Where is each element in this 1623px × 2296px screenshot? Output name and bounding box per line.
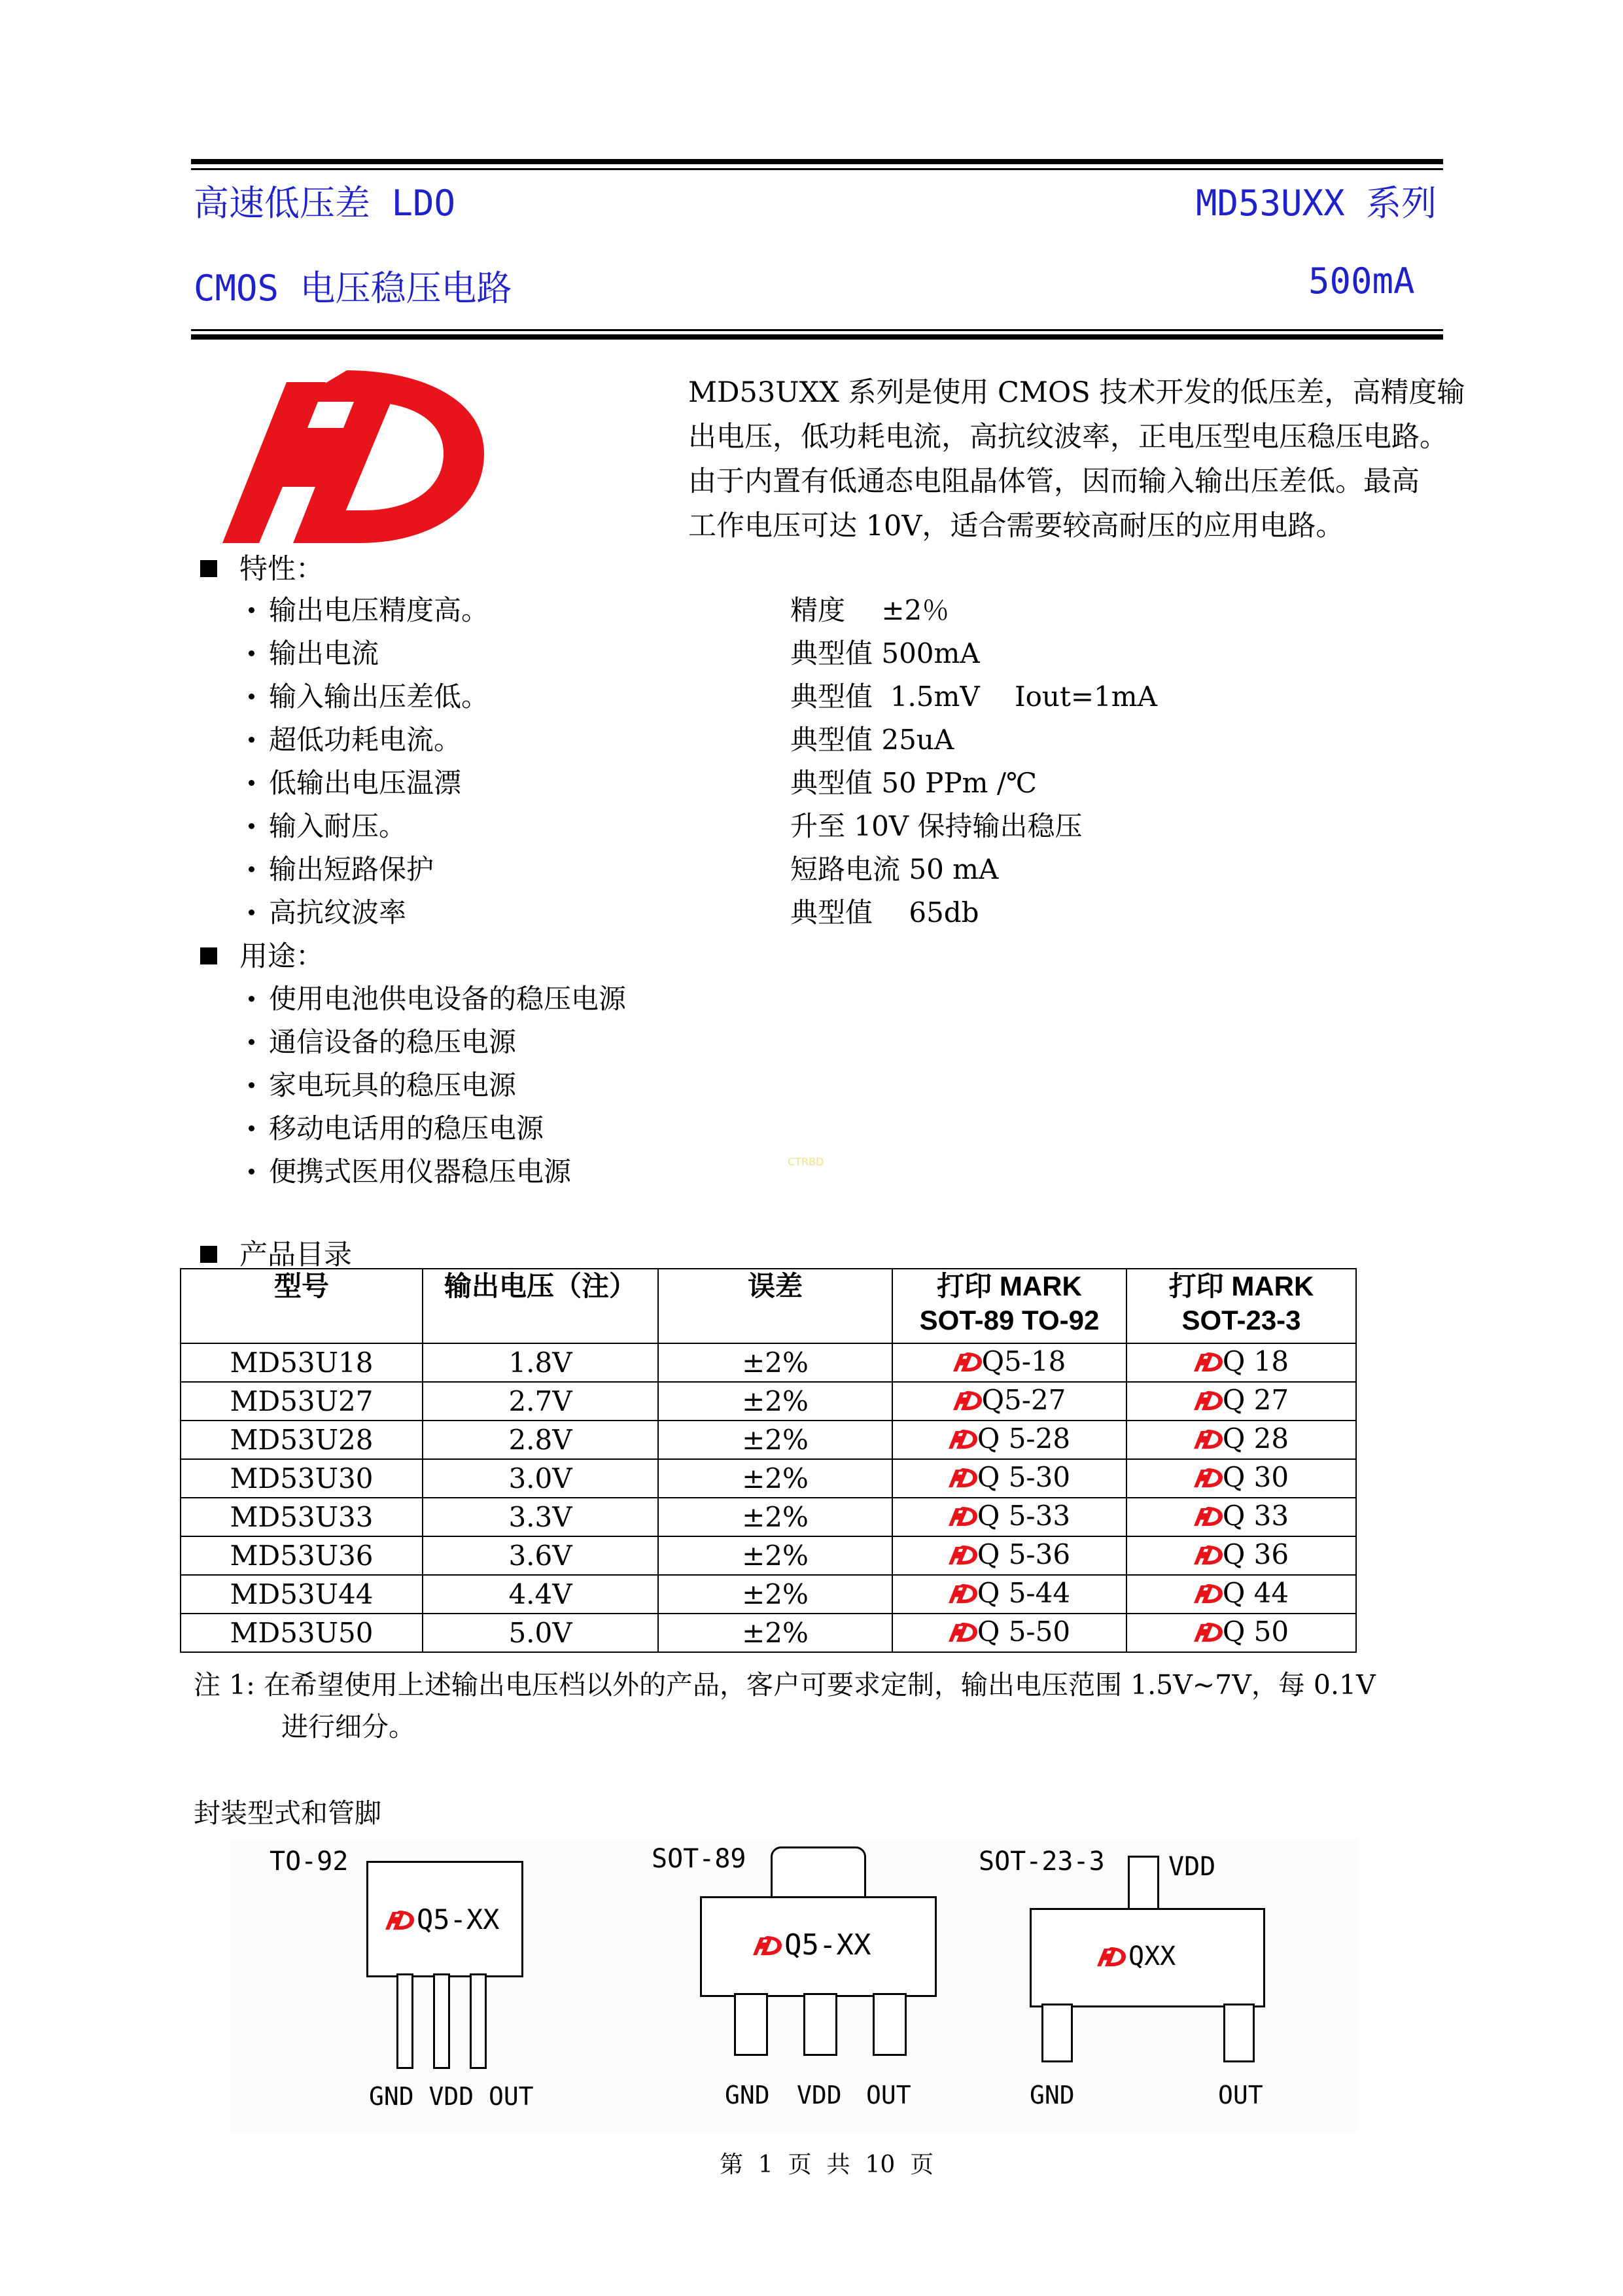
sot89-pin-label: VDD	[797, 2081, 842, 2110]
table-cell	[892, 1382, 1126, 1421]
feature-label: 输入输出压差低。	[249, 675, 489, 715]
table-cell: MD53U18	[181, 1343, 423, 1382]
mark-text: Q 30	[1222, 1460, 1289, 1493]
catalog-heading: 产品目录	[200, 1233, 352, 1273]
sot23-pin-top	[1128, 1856, 1159, 1913]
bullet-dot-icon	[249, 1125, 254, 1131]
bullet-square-icon	[200, 560, 217, 577]
column-header: 输出电压（注）	[423, 1269, 658, 1343]
table-cell: 2.7V	[423, 1382, 658, 1421]
feature-label: 输入耐压。	[249, 805, 406, 844]
sot23-pin-label: GND	[1030, 2081, 1075, 2110]
logo-icon	[1194, 1466, 1223, 1489]
note-line-2: 进行细分。	[281, 1711, 415, 1742]
mark-text: Q 50	[1222, 1615, 1289, 1648]
table-cell: 5.0V	[423, 1614, 658, 1652]
bullet-dot-icon	[249, 780, 254, 786]
to92-pin	[433, 1973, 450, 2069]
logo-icon	[949, 1543, 977, 1566]
table-cell	[1126, 1614, 1356, 1652]
bullet-dot-icon	[249, 694, 254, 699]
feature-value: 典型值 25uA	[790, 724, 954, 756]
sot89-pin-label: GND	[725, 2081, 770, 2110]
mark-text: Q 27	[1222, 1383, 1289, 1416]
bullet-dot-icon	[249, 1039, 254, 1045]
to92-body	[366, 1861, 523, 1977]
application-item: 通信设备的稳压电源	[249, 1021, 516, 1060]
sot23-pin	[1041, 2004, 1073, 2062]
logo-icon	[1194, 1504, 1223, 1528]
table-cell: ±2%	[658, 1614, 892, 1652]
header-subtitle-right: 500mA	[1308, 260, 1415, 302]
feature-label: 输出电流	[249, 632, 379, 671]
mark-text: Q 5-50	[977, 1615, 1071, 1648]
bullet-dot-icon	[249, 996, 254, 1002]
column-header: 误差	[658, 1269, 892, 1343]
feature-value: 短路电流 50 mA	[790, 853, 999, 885]
feature-value: 精度 ±2％	[790, 594, 950, 626]
to92-mark: Q5-XX	[417, 1903, 500, 1935]
logo-icon	[949, 1427, 977, 1451]
mark-text: Q 5-28	[977, 1422, 1071, 1455]
sot23-body	[1030, 1908, 1265, 2007]
mark-text: Q 44	[1222, 1576, 1289, 1609]
table-cell	[1126, 1536, 1356, 1575]
features-heading: 特性：	[200, 547, 324, 587]
mark-text: Q5-18	[981, 1345, 1066, 1377]
table-header-row	[181, 1269, 1356, 1343]
table-cell	[1126, 1498, 1356, 1536]
watermark: CTRBD	[788, 1156, 824, 1168]
logo-icon	[1194, 1543, 1223, 1566]
table-cell: MD53U50	[181, 1614, 423, 1652]
logo-icon	[949, 1620, 977, 1644]
bullet-dot-icon	[249, 866, 254, 872]
table-row	[181, 1614, 1356, 1652]
table-cell	[1126, 1343, 1356, 1382]
feature-value: 典型值 65db	[790, 896, 979, 928]
table-cell: 2.8V	[423, 1421, 658, 1459]
product-catalog-table	[180, 1268, 1357, 1653]
mark-text: Q5-27	[981, 1383, 1066, 1416]
column-header: 打印 MARK SOT-89 TO-92	[892, 1269, 1126, 1343]
logo-icon	[1194, 1388, 1223, 1412]
bullet-dot-icon	[249, 1082, 254, 1088]
mark-text: Q 5-44	[977, 1576, 1071, 1609]
table-row	[181, 1459, 1356, 1498]
mark-text: Q 5-33	[977, 1499, 1071, 1532]
application-item: 家电玩具的稳压电源	[249, 1064, 516, 1103]
table-cell	[892, 1421, 1126, 1459]
feature-value: 升至 10V 保持输出稳压	[790, 810, 1083, 842]
logo-icon	[949, 1466, 977, 1489]
column-header: 打印 MARK SOT-23-3	[1126, 1269, 1356, 1343]
table-cell: 3.6V	[423, 1536, 658, 1575]
bullet-dot-icon	[249, 910, 254, 915]
header-rule-thick	[191, 334, 1443, 340]
sot89-pin	[873, 1993, 907, 2056]
bullet-dot-icon	[249, 823, 254, 829]
logo-icon	[1097, 1945, 1126, 1968]
table-cell: 3.0V	[423, 1459, 658, 1498]
logo-icon	[1194, 1427, 1223, 1451]
sot23-mark: QXX	[1128, 1941, 1176, 1971]
bullet-square-icon	[200, 947, 217, 964]
sot23-label: SOT-23-3	[979, 1846, 1105, 1877]
logo-icon	[949, 1581, 977, 1605]
table-cell	[1126, 1575, 1356, 1614]
logo-icon	[953, 1388, 982, 1412]
intro-paragraph	[688, 370, 1465, 548]
mark-text: Q 5-30	[977, 1460, 1071, 1493]
feature-label: 超低功耗电流。	[249, 718, 461, 758]
note-line-1: 注 1: 在希望使用上述输出电压档以外的产品，客户可要求定制，输出电压范围 1.5V~7V，每 0.1V	[194, 1669, 1376, 1701]
header-subtitle-left: CMOS 电压稳压电路	[194, 268, 512, 309]
table-cell: ±2%	[658, 1536, 892, 1575]
application-item: 移动电话用的稳压电源	[249, 1107, 544, 1146]
table-cell: MD53U27	[181, 1382, 423, 1421]
logo-icon	[753, 1934, 782, 1957]
top-rule-thick	[191, 159, 1443, 164]
intro-line: 出电压，低功耗电流，高抗纹波率，正电压型电压稳压电路。	[688, 421, 1448, 453]
table-cell: 4.4V	[423, 1575, 658, 1614]
bullet-square-icon	[200, 1246, 217, 1263]
header-title-left: 高速低压差 LDO	[194, 183, 456, 224]
table-cell: 1.8V	[423, 1343, 658, 1382]
table-cell: ±2%	[658, 1498, 892, 1536]
header-rule-thin	[191, 329, 1443, 331]
table-cell	[892, 1498, 1126, 1536]
page-footer: 第 1 页 共 10 页	[720, 2151, 934, 2178]
bullet-dot-icon	[249, 607, 254, 613]
table-row	[181, 1575, 1356, 1614]
sot89-mark: Q5-XX	[784, 1928, 871, 1962]
to92-pins-label: GND VDD OUT	[369, 2082, 534, 2111]
table-row	[181, 1382, 1356, 1421]
table-cell: MD53U44	[181, 1575, 423, 1614]
table-row	[181, 1421, 1356, 1459]
feature-label: 输出短路保护	[249, 848, 434, 887]
mark-text: Q 33	[1222, 1499, 1289, 1532]
table-cell	[1126, 1382, 1356, 1421]
table-row	[181, 1536, 1356, 1575]
table-cell: MD53U36	[181, 1536, 423, 1575]
sot89-label: SOT-89	[652, 1844, 746, 1874]
top-rule-thin	[191, 168, 1443, 170]
feature-label: 低输出电压温漂	[249, 762, 461, 801]
sot23-pin	[1223, 2004, 1255, 2062]
mark-text: Q 28	[1222, 1422, 1289, 1455]
mark-text: Q 5-36	[977, 1538, 1071, 1570]
logo-icon	[1194, 1350, 1223, 1373]
table-cell: ±2%	[658, 1459, 892, 1498]
table-cell	[1126, 1459, 1356, 1498]
logo-icon	[1194, 1620, 1223, 1644]
header-title-right: MD53UXX 系列	[1196, 183, 1437, 224]
mark-text: Q 36	[1222, 1538, 1289, 1570]
bullet-dot-icon	[249, 737, 254, 743]
to92-pin	[470, 1973, 487, 2069]
table-cell: ±2%	[658, 1421, 892, 1459]
logo-icon	[953, 1350, 982, 1373]
table-cell	[1126, 1421, 1356, 1459]
sot89-pin	[734, 1993, 768, 2056]
feature-value: 典型值 500mA	[790, 637, 980, 669]
table-cell: ±2%	[658, 1382, 892, 1421]
applications-heading: 用途：	[200, 934, 324, 974]
package-heading: 封装型式和管脚	[194, 1797, 381, 1829]
table-row	[181, 1498, 1356, 1536]
intro-line: MD53UXX 系列是使用 CMOS 技术开发的低压差，高精度输	[688, 376, 1465, 409]
sot23-top-pin-label: VDD	[1168, 1852, 1216, 1882]
table-cell	[892, 1575, 1126, 1614]
feature-label: 输出电压精度高。	[249, 589, 489, 628]
application-item: 便携式医用仪器稳压电源	[249, 1150, 571, 1190]
feature-value: 典型值 50 PPm /℃	[790, 767, 1037, 799]
table-cell: ±2%	[658, 1575, 892, 1614]
table-cell: 3.3V	[423, 1498, 658, 1536]
feature-label: 高抗纹波率	[249, 891, 406, 930]
bullet-dot-icon	[249, 650, 254, 656]
sot89-pin	[803, 1993, 837, 2056]
logo-icon	[385, 1908, 414, 1932]
intro-line: 工作电压可达 10V，适合需要较高耐压的应用电路。	[688, 510, 1344, 542]
sot89-body	[700, 1896, 937, 1997]
sot89-tab	[771, 1846, 866, 1901]
table-cell	[892, 1459, 1126, 1498]
sot89-pin-label: OUT	[866, 2081, 911, 2110]
company-logo	[222, 359, 484, 548]
to92-pin	[396, 1973, 413, 2069]
table-cell	[892, 1343, 1126, 1382]
table-cell: MD53U33	[181, 1498, 423, 1536]
application-item: 使用电池供电设备的稳压电源	[249, 978, 626, 1017]
logo-icon	[1194, 1581, 1223, 1605]
table-cell	[892, 1536, 1126, 1575]
table-cell: MD53U28	[181, 1421, 423, 1459]
table-cell: MD53U30	[181, 1459, 423, 1498]
table-row	[181, 1343, 1356, 1382]
table-cell: ±2%	[658, 1343, 892, 1382]
intro-line: 由于内置有低通态电阻晶体管，因而输入输出压差低。最高	[688, 465, 1420, 498]
to92-label: TO-92	[270, 1846, 349, 1877]
bullet-dot-icon	[249, 1169, 254, 1174]
table-cell	[892, 1614, 1126, 1652]
sot23-pin-label: OUT	[1218, 2081, 1263, 2110]
logo-icon	[949, 1504, 977, 1528]
feature-value: 典型值 1.5mV Iout=1mA	[790, 680, 1157, 713]
column-header: 型号	[181, 1269, 423, 1343]
mark-text: Q 18	[1222, 1345, 1289, 1377]
